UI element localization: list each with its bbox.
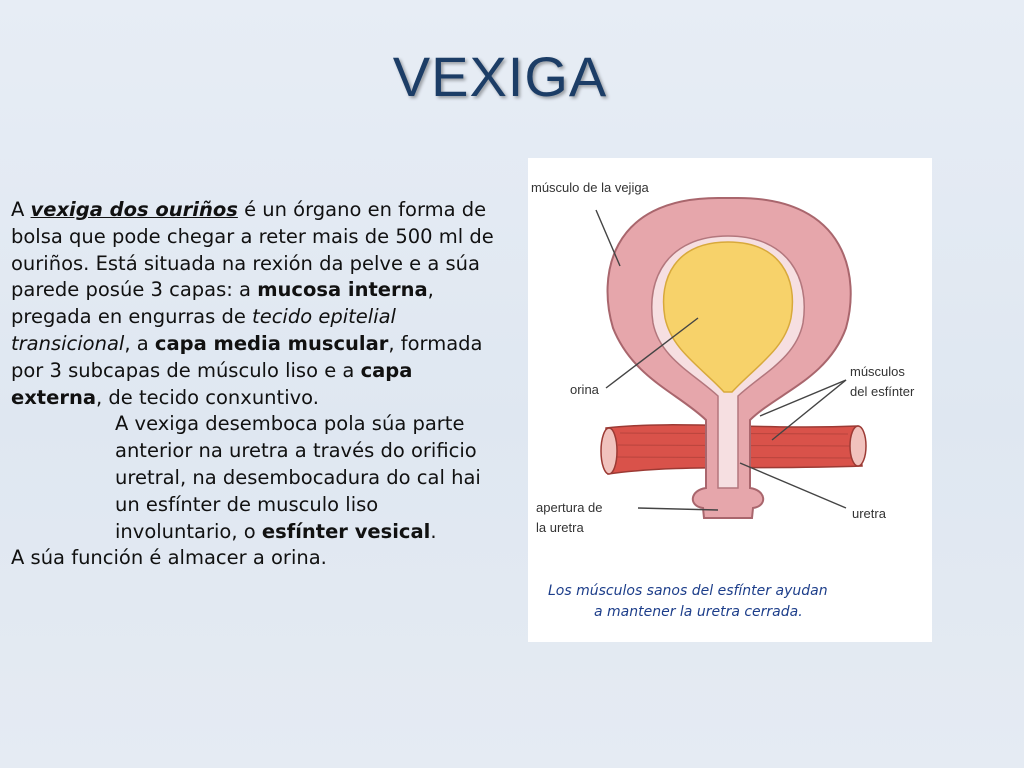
- label-bladder-muscle: músculo de la vejiga: [531, 180, 649, 195]
- keyword-vexiga: vexiga dos ouriños: [30, 198, 238, 221]
- label-sphincter-1: músculos: [850, 364, 905, 379]
- label-opening-1: apertura de: [536, 500, 603, 515]
- text-run: .: [430, 519, 437, 543]
- caption-line-1: Los músculos sanos del esfínter ayudan: [548, 583, 828, 599]
- paragraph-function: A súa función é almacer a orina.: [11, 546, 327, 570]
- label-opening-2: la uretra: [536, 520, 584, 535]
- keyword-mucosa-interna: mucosa interna: [257, 278, 428, 302]
- text-run: , a: [124, 331, 155, 355]
- slide-title: VEXIGA: [392, 45, 608, 108]
- keyword-capa-media: capa media muscular: [154, 331, 389, 355]
- keyword-tecido-epitelial: tecido epitelial transicional: [11, 305, 396, 355]
- label-sphincter-2: del esfínter: [850, 384, 915, 399]
- keyword-esfinter-vesical: esfínter vesical: [261, 519, 431, 543]
- paragraph-urethra: [11, 411, 501, 545]
- body-text: [11, 197, 501, 572]
- text-run: é un órgano en forma de bolsa que pode chegar a reter mais de 500 ml de ouriños. Está situada na rexión da pelve e a súa parede posúe 3 capas: a: [11, 198, 494, 302]
- text-run: , de tecido conxuntivo.: [96, 385, 319, 409]
- text-run: A: [11, 198, 31, 221]
- caption-line-2: a mantener la uretra cerrada.: [594, 604, 803, 620]
- keyword-capa-externa: capa externa: [11, 358, 413, 409]
- bladder-diagram: [528, 158, 932, 642]
- bladder-illustration: [528, 158, 932, 642]
- label-urine: orina: [570, 382, 599, 397]
- text-run: A vexiga desemboca pola súa parte anterior na uretra a través do orificio uretral, na desembocadura do cal hai un esfínter de musculo liso involuntario, o: [115, 412, 481, 543]
- text-run: , pregada en engurras de: [11, 278, 434, 329]
- paragraph-description: [11, 197, 501, 411]
- text-run: , formada por 3 subcapas de músculo liso e a: [11, 331, 483, 382]
- label-urethra: uretra: [852, 506, 886, 521]
